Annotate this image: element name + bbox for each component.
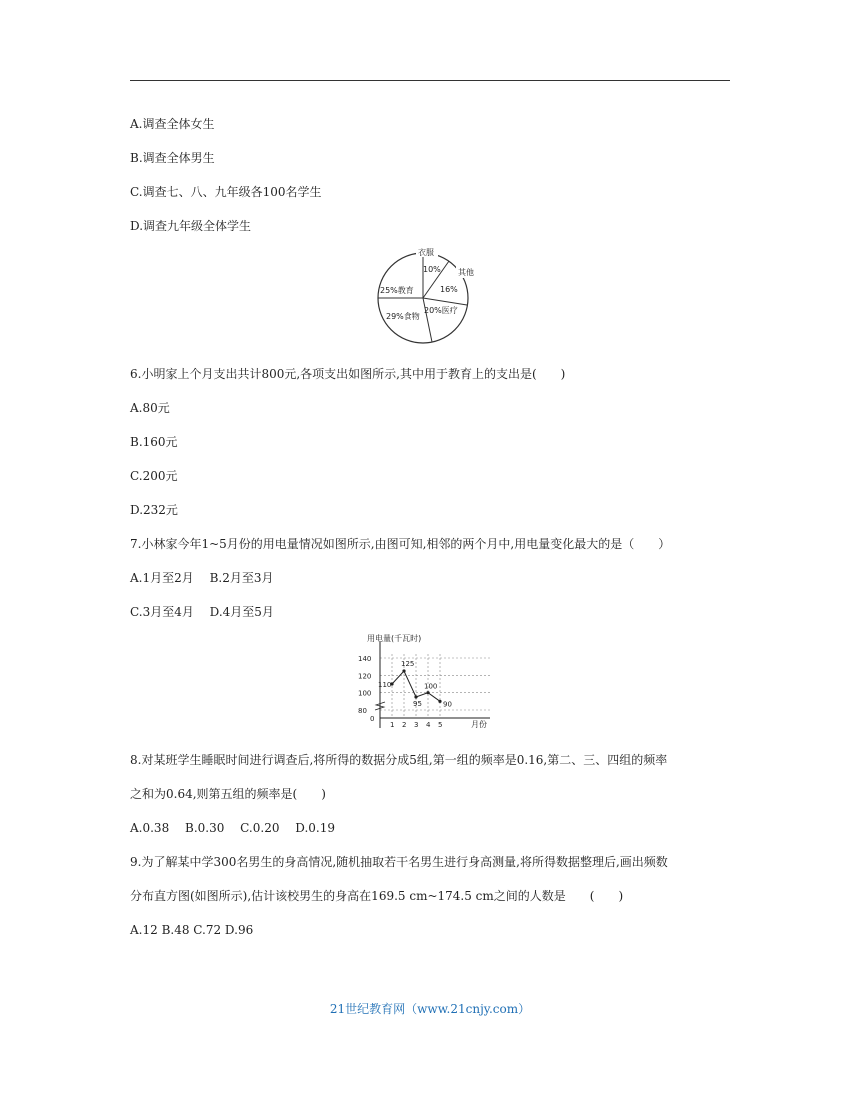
q6-option-b: B.160元	[130, 435, 178, 449]
x-tick-label: 5	[438, 721, 443, 729]
q7-options-row2: C.3月至4月 D.4月至5月	[130, 605, 274, 619]
q9-stem-line2: 分布直方图(如图所示),估计该校男生的身高在169.5 cm~174.5 cm之间的人数是 ( )	[130, 889, 624, 903]
data-point	[426, 691, 429, 694]
footer-site-link[interactable]: 21世纪教育网（www.21cnjy.com）	[329, 1002, 531, 1016]
q6-stem: 6.小明家上个月支出共计800元,各项支出如图所示,其中用于教育上的支出是( )	[130, 367, 566, 381]
pie-divider-other-medical	[423, 298, 467, 305]
y-tick-label: 80	[358, 707, 367, 715]
q5-option-d: D.调查九年级全体学生	[130, 219, 252, 233]
q8-stem-line1: 8.对某班学生睡眠时间进行调查后,将所得的数据分成5组,第一组的频率是0.16,第二、三、四组的频率	[130, 753, 668, 767]
x-axis-label: 月份	[471, 720, 487, 729]
q8-stem-line2: 之和为0.64,则第五组的频率是( )	[130, 787, 326, 801]
pie-label-education: 25%教育	[380, 286, 414, 295]
y-axis-label: 用电量(千瓦时)	[367, 634, 422, 643]
y-tick-label: 100	[358, 689, 372, 698]
q5-option-a: A.调查全体女生	[130, 117, 215, 131]
q6-option-c: C.200元	[130, 469, 178, 483]
y-tick-label: 140	[358, 655, 372, 663]
pie-divider-medical-food	[423, 298, 432, 342]
data-label: 90	[443, 700, 452, 709]
x-tick-label: 1	[390, 721, 395, 729]
q7-options-row1: A.1月至2月 B.2月至3月	[130, 571, 274, 585]
x-tick-label: 4	[426, 721, 431, 729]
pie-label-other: 其他	[458, 268, 474, 277]
data-label: 110	[378, 681, 392, 689]
q6-option-a: A.80元	[130, 401, 170, 415]
pie-chart	[370, 245, 480, 350]
q6-option-d: D.232元	[130, 503, 178, 517]
data-point	[402, 669, 405, 672]
header-rule	[130, 80, 730, 81]
pie-label-clothing-pct: 10%	[423, 265, 441, 274]
pie-label-medical: 20%医疗	[424, 306, 458, 315]
data-label: 125	[401, 660, 415, 668]
q8-options: A.0.38 B.0.30 C.0.20 D.0.19	[130, 821, 336, 835]
x-tick-label: 2	[402, 721, 407, 729]
data-point	[438, 700, 441, 703]
electricity-line-chart	[355, 632, 495, 732]
y-tick-label: 120	[358, 672, 372, 681]
pie-label-other-pct: 16%	[440, 285, 458, 294]
q5-option-b: B.调查全体男生	[130, 151, 215, 165]
q7-stem: 7.小林家今年1~5月份的用电量情况如图所示,由图可知,相邻的两个月中,用电量变化最大的是（ ）	[130, 537, 671, 551]
pie-label-clothing: 衣服	[418, 248, 434, 257]
x-tick-label: 3	[414, 721, 419, 729]
y-tick-label: 0	[370, 715, 375, 723]
data-point	[414, 695, 417, 698]
pie-label-food: 29%食物	[386, 312, 420, 321]
data-label: 100	[424, 682, 438, 691]
q5-option-c: C.调查七、八、九年级各100名学生	[130, 185, 322, 199]
q9-options: A.12 B.48 C.72 D.96	[130, 923, 254, 937]
q9-stem-line1: 9.为了解某中学300名男生的身高情况,随机抽取若干名男生进行身高测量,将所得数据整理后,画出频数	[130, 855, 668, 869]
data-label: 95	[413, 700, 422, 708]
